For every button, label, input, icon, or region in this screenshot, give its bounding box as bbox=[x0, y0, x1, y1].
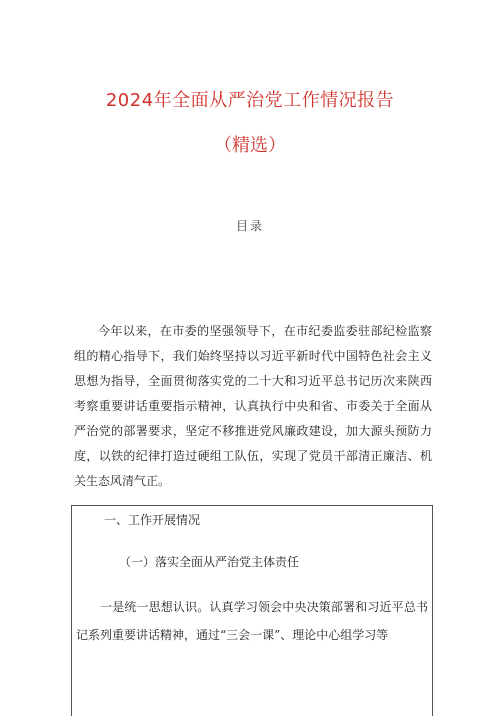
report-subtitle: （精选） bbox=[214, 135, 286, 156]
report-title: 2024年全面从严治党工作情况报告 bbox=[105, 90, 395, 111]
intro-paragraph: 今年以来，在市委的坚强领导下，在市纪委监委驻部纪检监察组的精心指导下，我们始终坚持以习近平新时代中国特色社会主义思想为指导，全面贯彻落实党的二十大和习近平总书记历次来陕西考察重要讲话重要指示精神，认真执行中央和省、市委关于全面从严治党的部署要求，坚定不移推进党风廉政建设，加大源头预防力度，以铁的纪律打造过硬组工队伍，实现了党员干部清正廉洁、机关生态风清气正。 bbox=[74, 324, 432, 488]
body-paragraph: 一是统一思想认识。认真学习领会中央决策部署和习近平总书记系列重要讲话精神，通过“三会一课”、理论中心组学习等 bbox=[76, 600, 428, 642]
subsection-heading: （一）落实全面从严治党主体责任 bbox=[119, 555, 300, 569]
toc-label: 目录 bbox=[235, 219, 264, 233]
section-heading: 一、工作开展情况 bbox=[104, 513, 201, 527]
